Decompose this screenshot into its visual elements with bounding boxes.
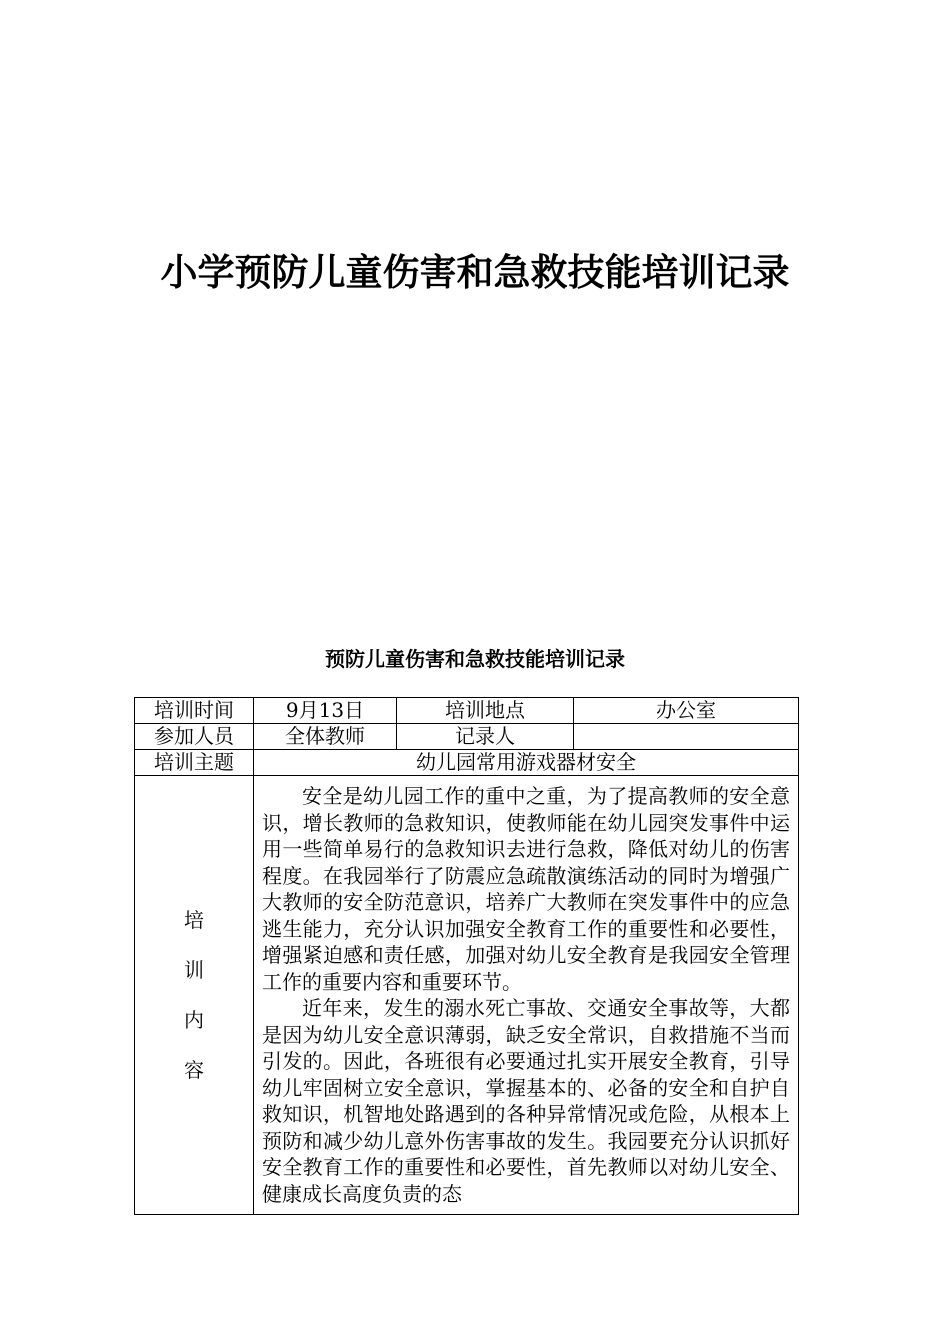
- training-time-value: 9月13日: [254, 698, 397, 724]
- table-row: [135, 750, 799, 776]
- participants-value: 全体教师: [254, 724, 397, 750]
- document-main-title: 小学预防儿童伤害和急救技能培训记录: [160, 251, 790, 294]
- content-paragraph: 安全是幼儿园工作的重中之重，为了提高教师的安全意识，增长教师的急救知识，使教师能在幼儿园突发事件中运用一些简单易行的急救知识去进行急救，降低对幼儿的伤害程度。在我园举行了防震应急疏散演练活动的同时为增强广大教师的安全防范意识，培养广大教师在突发事件中的应急逃生能力，充分认识加强安全教育工作的重要性和必要性，增强紧迫感和责任感，加强对幼儿安全教育是我园安全管理工作的重要内容和重要环节。: [262, 784, 790, 994]
- training-place-label: 培训地点: [397, 698, 574, 724]
- content-label-char: 训: [184, 958, 204, 982]
- content-label: [135, 776, 254, 1215]
- recorder-value: [574, 724, 799, 750]
- topic-value: 幼儿园常用游戏器材安全: [254, 750, 799, 776]
- table-row: [135, 724, 799, 750]
- content-label-char: 内: [184, 1008, 204, 1032]
- training-place-value: 办公室: [574, 698, 799, 724]
- content-paragraph: 近年来，发生的溺水死亡事故、交通安全事故等，大都是因为幼儿安全意识薄弱，缺乏安全常识，自救措施不当而引发的。因此，各班很有必要通过扎实开展安全教育，引导幼儿牢固树立安全意识，掌握基本的、必备的安全和自护自救知识，机智地处路遇到的各种异常情况或危险，从根本上预防和减少幼儿意外伤害事故的发生。我园要充分认识抓好安全教育工作的重要性和必要性，首先教师以对幼儿安全、健康成长高度负责的态: [262, 996, 790, 1206]
- topic-label: 培训主题: [135, 750, 254, 776]
- table-title: 预防儿童伤害和急救技能培训记录: [325, 647, 625, 671]
- table-row: [135, 698, 799, 724]
- content-body: [254, 776, 799, 1215]
- training-time-label: 培训时间: [135, 698, 254, 724]
- content-label-char: 容: [184, 1058, 204, 1082]
- content-label-char: 培: [184, 908, 204, 932]
- training-record-table: [134, 697, 799, 1215]
- participants-label: 参加人员: [135, 724, 254, 750]
- recorder-label: 记录人: [397, 724, 574, 750]
- table-row: [135, 776, 799, 1215]
